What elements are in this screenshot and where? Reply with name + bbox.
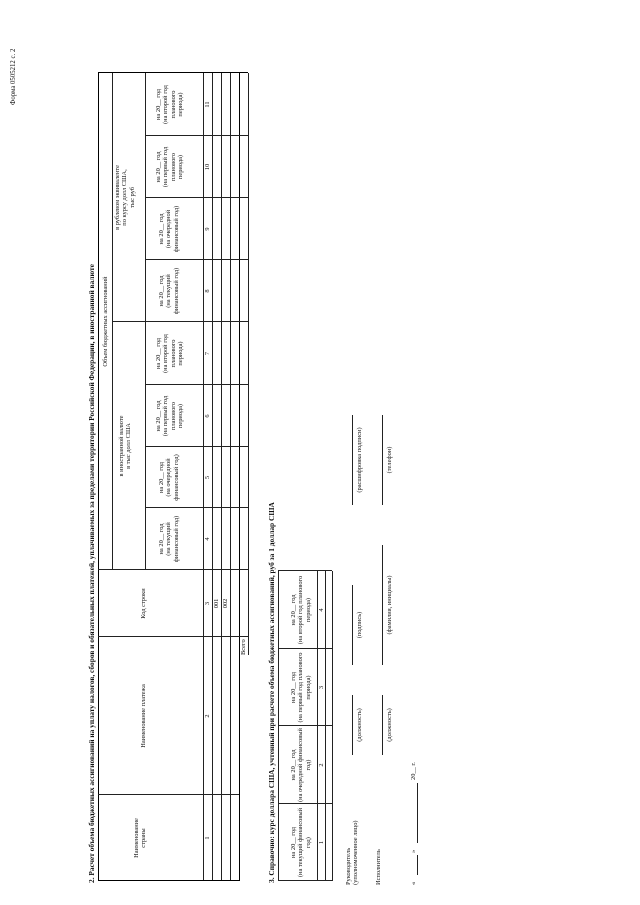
- t2-vline-1: [98, 794, 239, 795]
- t2-line-top: [98, 73, 99, 881]
- col-country-l2: страны: [140, 828, 148, 848]
- year-cell-text: периода): [177, 341, 185, 366]
- col-number: 10: [204, 163, 211, 171]
- executor-position-line: [382, 695, 383, 755]
- col-number: 4: [204, 537, 211, 541]
- year-cell-5: [158, 260, 180, 322]
- year-cell-text: финансовый год): [172, 205, 180, 253]
- head-signature-line: [352, 585, 353, 665]
- rate-col-1: [290, 804, 312, 881]
- col-number: 8: [204, 289, 211, 293]
- col-number: 3: [204, 601, 211, 606]
- year-cell-text: планового: [169, 339, 177, 368]
- col-code-header: Код строки: [140, 588, 147, 619]
- rate-col-number: 1: [318, 840, 325, 845]
- col-number: 9: [204, 227, 211, 231]
- row-code: 001: [213, 598, 220, 609]
- head-label-l2: (уполномоченное лицо): [352, 820, 360, 885]
- rate-col-text: на 20__ год: [290, 672, 297, 703]
- t2-line-numbers: [212, 73, 213, 881]
- col-number: 11: [204, 101, 211, 108]
- year-cell-text: (на текущий: [165, 522, 173, 556]
- group-foreign-l2: в тыс долл США: [125, 423, 133, 469]
- year-cell-text: финансовый год): [172, 454, 180, 501]
- head-decoding-caption: (расшифровка подписи): [356, 427, 363, 493]
- year-cell-text: (на очередной: [165, 458, 173, 497]
- date-year: 20__ г.: [410, 762, 417, 780]
- head-position-line: [352, 695, 353, 755]
- year-cell-text: финансовый год): [172, 267, 180, 315]
- section2-title: 2. Расчет объема бюджетных ассигнований на уплату налогов, сборов и обязательных платежей, уплачиваемых за пределами территории Российской Федерации, в иностранной валюте: [87, 264, 96, 883]
- group-rub-l1: в рублевом эквиваленте: [114, 165, 121, 230]
- year-cell-text: финансовый год): [172, 515, 180, 563]
- executor-position-caption: (должность): [386, 708, 393, 742]
- row-code: 002: [222, 598, 229, 609]
- year-cell-text: на 20__ год: [155, 151, 162, 183]
- section3-title: 3. Справочно: курс доллара США, учтенный при расчете объема бюджетных ассигнований, руб за 1 доллар США: [267, 502, 276, 883]
- t2-line-row2: [230, 73, 231, 881]
- col-number: 1: [204, 836, 211, 840]
- col-payment-header: Наименование платежа: [140, 684, 147, 748]
- head-signature-caption: (подпись): [356, 611, 363, 639]
- t2-line-row1: [221, 73, 222, 881]
- date-day-line: [417, 855, 418, 875]
- year-cell-text: планового: [169, 90, 177, 119]
- date-close-quote: »: [410, 849, 417, 853]
- col-country-header: [133, 795, 148, 881]
- col-number: 2: [204, 714, 211, 718]
- year-cell-text: (на очередной: [165, 209, 173, 249]
- group-rub-l3: тыс руб: [128, 187, 136, 208]
- year-cell-1: [158, 508, 180, 570]
- total-label: Всего: [240, 639, 247, 655]
- head-label-l1: Руководитель: [345, 847, 352, 885]
- t3-line-top: [278, 571, 279, 881]
- year-cell-text: планового: [169, 153, 177, 181]
- executor-fio-caption: (фамилия, инициалы): [386, 575, 393, 635]
- form-label: Форма 0505212 с. 2: [10, 48, 17, 105]
- year-cell-text: на 20__ год: [155, 338, 162, 369]
- year-cell-text: на 20__ год: [155, 89, 162, 120]
- year-cell-text: на 20__ год: [158, 523, 165, 555]
- rate-col-text: на 20__ год: [290, 594, 297, 626]
- year-cell-text: периода): [177, 403, 185, 429]
- year-cell-text: (на текущий: [165, 274, 173, 308]
- year-cell-text: (на первый год: [162, 146, 170, 188]
- t2-line-total: [248, 73, 249, 655]
- col-number: 6: [204, 414, 211, 418]
- rate-col-number: 3: [318, 685, 325, 690]
- t3-line-bottom: [332, 571, 333, 881]
- rate-col-text: на 20__ год: [290, 827, 297, 858]
- year-cell-8: [155, 73, 184, 136]
- year-cell-text: периода): [177, 154, 185, 180]
- date-open-quote: «: [410, 881, 417, 885]
- col-country-l1: Наименование: [133, 818, 140, 858]
- year-cell-2: [158, 447, 180, 508]
- year-cell-4: [155, 322, 184, 385]
- head-label: [345, 820, 360, 885]
- rate-col-number: 4: [318, 608, 325, 612]
- year-cell-text: на 20__ год: [158, 462, 165, 493]
- year-cell-text: на 20__ год: [155, 400, 162, 432]
- executor-phone-caption: (телефон): [386, 446, 393, 474]
- rate-col-text: (на текущий финансовый год): [297, 807, 312, 878]
- executor-phone-line: [382, 415, 383, 505]
- group-foreign-l1: в иностранной валюте: [118, 415, 125, 477]
- rate-col-3: [290, 649, 312, 726]
- rate-col-text: (на очередной финансовый год): [297, 728, 312, 802]
- year-cell-6: [158, 198, 180, 260]
- col-number: 5: [204, 475, 211, 480]
- rate-col-text: (на второй год планового периода): [297, 575, 312, 645]
- rate-col-text: (на первый год планового периода): [297, 652, 312, 723]
- executor-label: Исполнитель: [375, 849, 382, 885]
- group-rub-header: [114, 73, 136, 322]
- year-cell-text: (на второй год: [162, 85, 170, 124]
- year-cell-7: [155, 136, 184, 198]
- rate-col-4: [290, 571, 312, 649]
- group-foreign-header: [118, 322, 133, 570]
- rate-col-2: [290, 726, 312, 804]
- year-cell-text: (на второй год: [162, 334, 170, 373]
- year-cell-3: [155, 385, 184, 447]
- year-cell-text: планового: [169, 402, 177, 430]
- rate-col-number: 2: [318, 763, 325, 767]
- executor-fio-line: [382, 545, 383, 665]
- year-cell-text: периода): [177, 92, 185, 117]
- t2-line-bottom: [239, 73, 240, 881]
- group-rub-l2: по курсу долл США,: [121, 169, 129, 226]
- date-month-line: [417, 783, 418, 843]
- year-cell-text: на 20__ год: [158, 213, 165, 245]
- year-cell-text: на 20__ год: [158, 275, 165, 307]
- col-volume-header: Объем бюджетных ассигнований: [102, 276, 109, 367]
- rate-col-text: на 20__ год: [290, 749, 297, 781]
- year-cell-text: (на первый год: [162, 395, 170, 437]
- col-number: 7: [204, 351, 211, 356]
- t2-vline-left: [98, 880, 239, 881]
- head-position-caption: (должность): [356, 708, 363, 742]
- head-decoding-line: [352, 415, 353, 505]
